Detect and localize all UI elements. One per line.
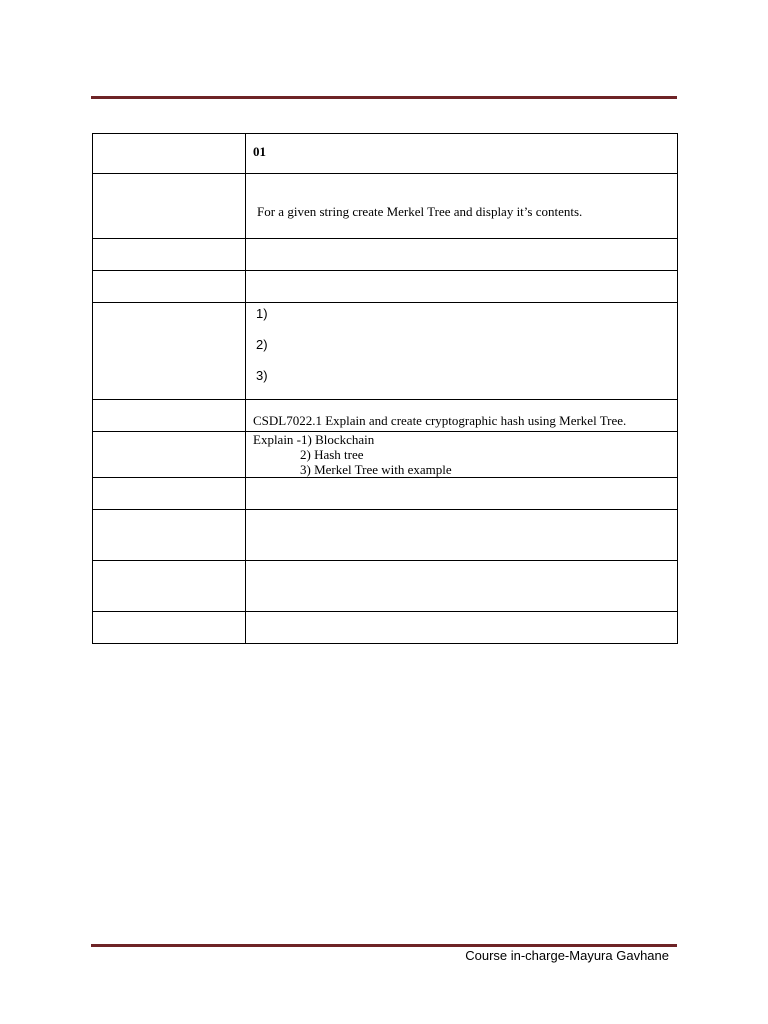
- table-row-aim: [93, 174, 678, 239]
- explain-line: 3) Merkel Tree with example: [300, 462, 452, 477]
- experiment-table: [92, 133, 678, 644]
- label-cell: [93, 510, 246, 561]
- course-incharge-footer: Course in-charge-Mayura Gavhane: [465, 948, 669, 963]
- table-row-experiment-no: [93, 134, 678, 174]
- label-cell: [93, 478, 246, 510]
- label-cell: [93, 612, 246, 644]
- explain-block: [246, 432, 678, 478]
- table-row-explain: [93, 432, 678, 478]
- table-row-empty: [93, 239, 678, 271]
- table-row-empty: [93, 510, 678, 561]
- label-cell: [93, 239, 246, 271]
- outcome-text: CSDL7022.1 Explain and create cryptographic hash using Merkel Tree.: [246, 400, 678, 432]
- footer-rule: [91, 944, 677, 947]
- value-cell: [246, 478, 678, 510]
- value-cell: [246, 239, 678, 271]
- table-row-outcome: [93, 400, 678, 432]
- label-cell: [93, 400, 246, 432]
- header-rule: [91, 96, 677, 99]
- table-row-numbered-list: [93, 303, 678, 400]
- label-cell: [93, 134, 246, 174]
- table-row-empty: [93, 561, 678, 612]
- label-cell: [93, 303, 246, 400]
- list-item: 2): [256, 337, 268, 352]
- table-row-empty: [93, 271, 678, 303]
- list-item: 1): [256, 306, 268, 321]
- value-cell: [246, 561, 678, 612]
- list-item: 3): [256, 368, 268, 383]
- explain-line: 2) Hash tree: [300, 447, 364, 462]
- table-row-empty: [93, 478, 678, 510]
- label-cell: [93, 432, 246, 478]
- value-cell: [246, 510, 678, 561]
- aim-text: For a given string create Merkel Tree and display it’s contents.: [246, 174, 678, 239]
- label-cell: [93, 561, 246, 612]
- numbered-list: [246, 303, 678, 400]
- value-cell: [246, 612, 678, 644]
- explain-line: Explain -1) Blockchain: [253, 432, 375, 447]
- table-row-empty: [93, 612, 678, 644]
- experiment-number: 01: [246, 134, 678, 174]
- value-cell: [246, 271, 678, 303]
- label-cell: [93, 271, 246, 303]
- label-cell: [93, 174, 246, 239]
